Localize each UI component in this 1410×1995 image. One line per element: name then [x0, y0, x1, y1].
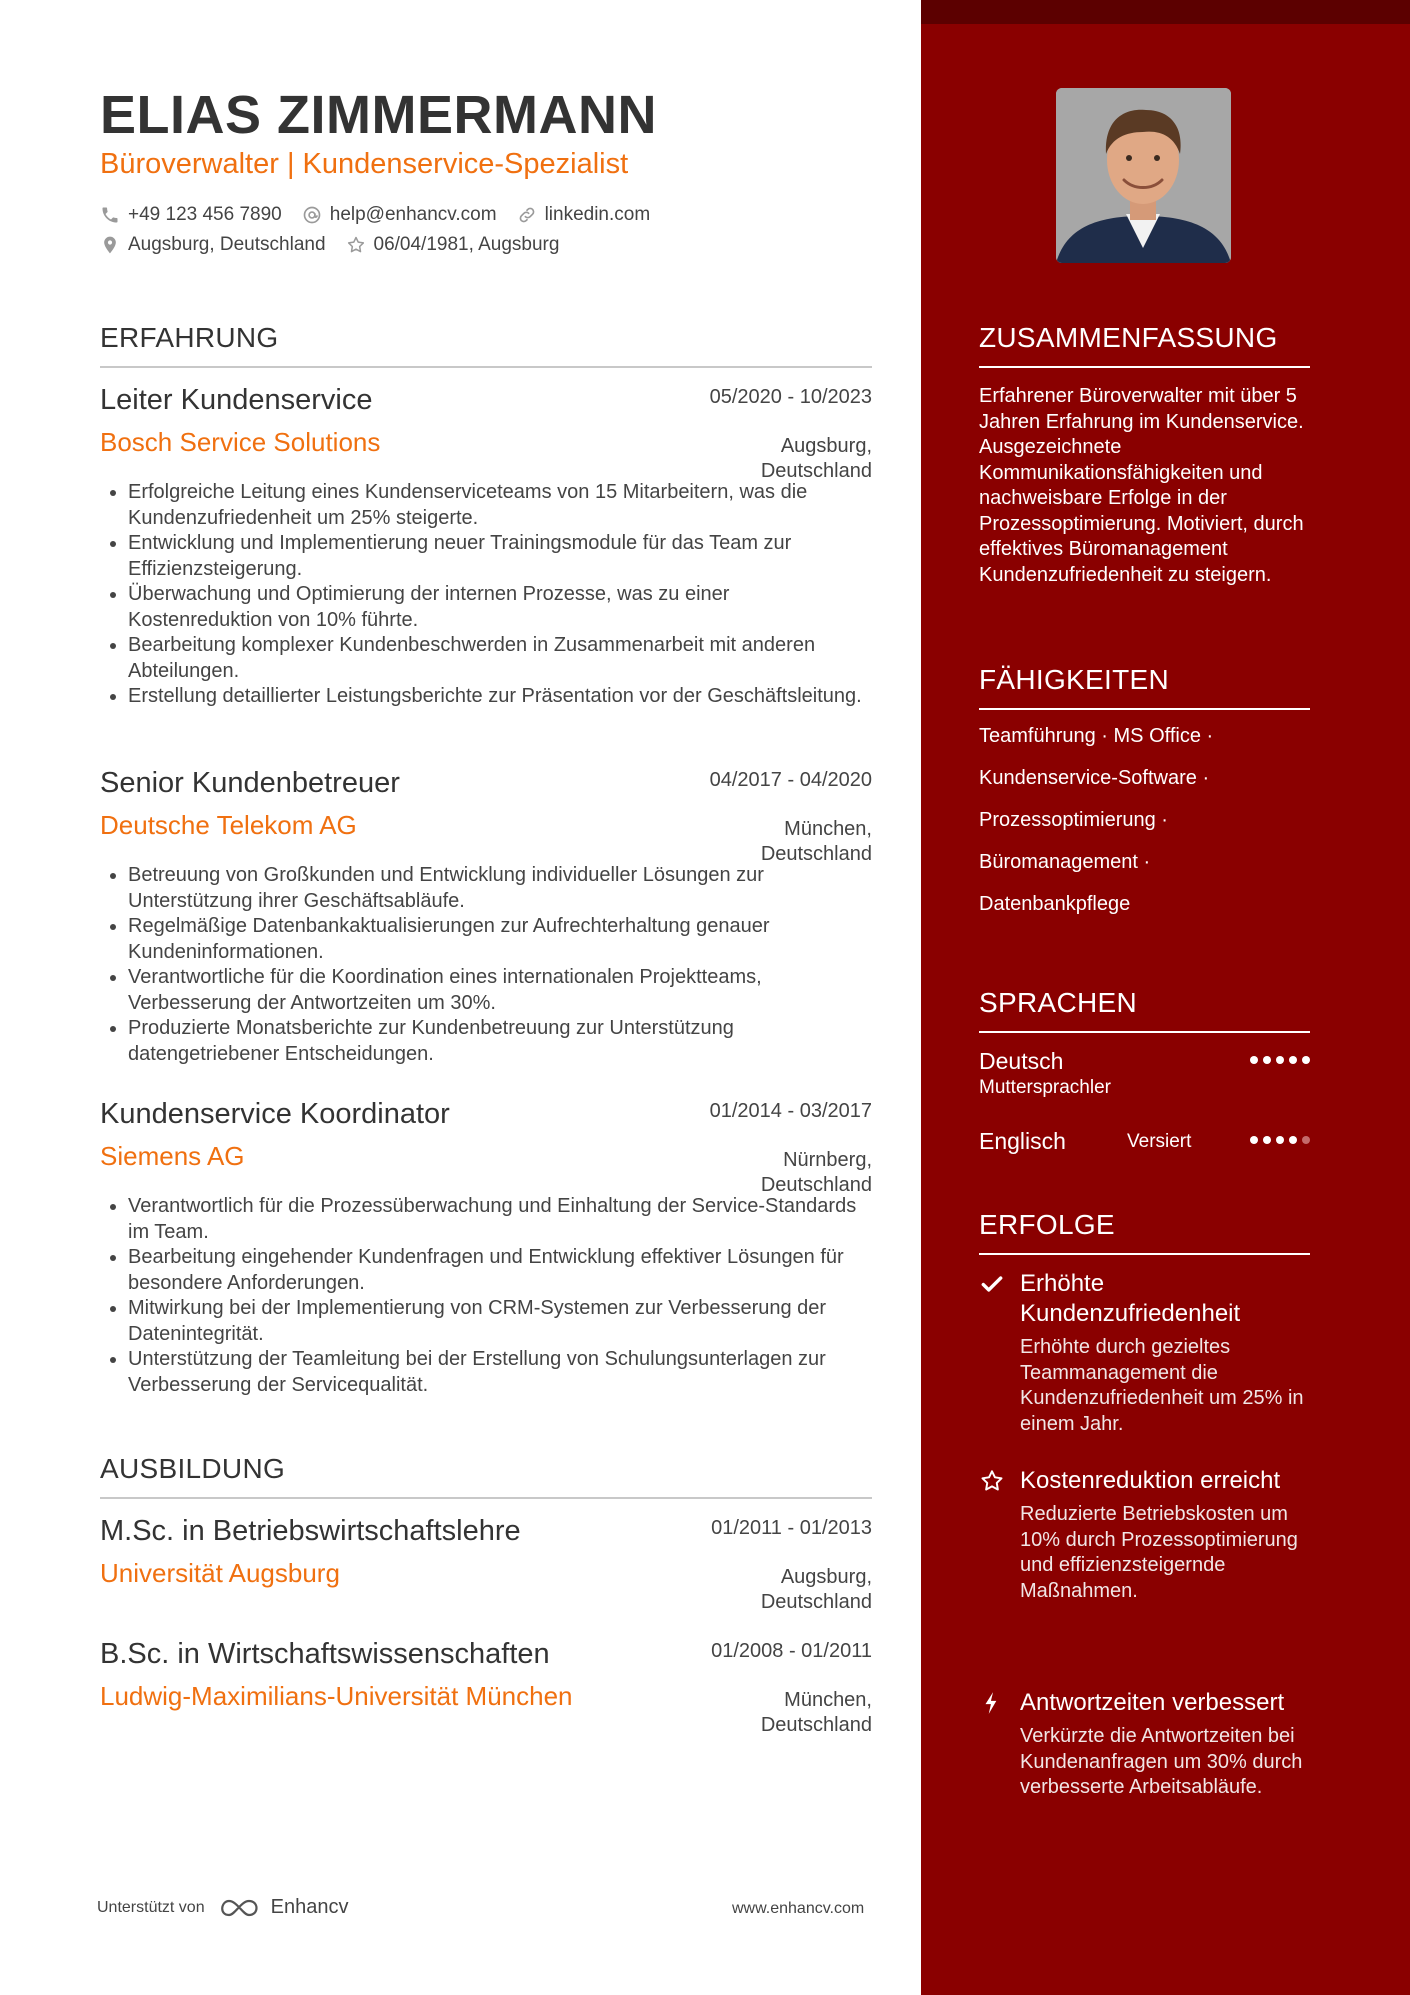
education-location [761, 1565, 872, 1615]
job-location-city: Nürnberg, [783, 1149, 872, 1171]
education-date: 01/2011 - 01/2013 [711, 1517, 872, 1539]
achievement-entry [979, 1688, 1319, 1801]
phone-text: +49 123 456 7890 [128, 204, 282, 225]
rating-dot [1302, 1056, 1310, 1064]
language-name: Englisch [979, 1128, 1066, 1154]
linkedin-text: linkedin.com [544, 204, 651, 225]
education-degree: B.Sc. in Wirtschaftswissenschaften [100, 1638, 550, 1670]
profile-photo [1056, 88, 1231, 263]
achievements-heading: ERFOLGE [979, 1209, 1310, 1255]
sidebar [921, 0, 1410, 1995]
job-bullet: • Produzierte Monatsberichte zur Kundenbetreuung zur Unterstützung datengetriebener Entscheidungen. [128, 1016, 872, 1067]
education-location-city: München, [784, 1689, 872, 1711]
language-rating [1245, 1136, 1310, 1144]
skill-line: Prozessoptimierung · [979, 809, 1168, 831]
achievement-desc: Verkürzte die Antwortzeiten bei Kundenanfragen um 30% durch verbesserte Arbeitsabläufe. [1020, 1725, 1303, 1798]
job-bullet: • Bearbeitung eingehender Kundenfragen und Entwicklung effektiver Lösungen für besondere Anforderungen. [128, 1245, 872, 1296]
education-school: Ludwig-Maximilians-Universität München [100, 1681, 573, 1711]
job-company: Siemens AG [100, 1141, 245, 1171]
check-icon [979, 1271, 1005, 1297]
candidate-name: ELIAS ZIMMERMANN [100, 85, 657, 145]
job-date: 05/2020 - 10/2023 [709, 386, 872, 408]
job-location-country: Deutschland [760, 460, 872, 482]
job-entry [100, 1098, 872, 1398]
language-level: Versiert [1127, 1131, 1192, 1152]
skill-line: Datenbankpflege [979, 893, 1131, 915]
location-contact [100, 234, 326, 256]
job-location [761, 434, 872, 484]
job-bullet: • Betreuung von Großkunden und Entwicklung individueller Lösungen zur Unterstützung ihrer Geschäftsabläufe. [128, 863, 872, 914]
rating-dot [1263, 1136, 1271, 1144]
rating-dot [1263, 1056, 1271, 1064]
job-location-country: Deutschland [760, 1174, 872, 1196]
footer-powered-by [97, 1896, 348, 1919]
rating-dot [1289, 1136, 1297, 1144]
linkedin-contact[interactable] [517, 204, 651, 226]
job-date: 01/2014 - 03/2017 [709, 1100, 872, 1122]
job-bullet: • Unterstützung der Teamleitung bei der Erstellung von Schulungsunterlagen zur Verbesserung der Servicequalität. [128, 1347, 872, 1398]
job-bullet: • Verantwortlich für die Prozessüberwachung und Einhaltung der Service-Standards im Team. [128, 1194, 872, 1245]
phone-contact[interactable] [100, 204, 282, 226]
job-location [761, 817, 872, 867]
rating-dot [1302, 1136, 1310, 1144]
footer-powered-text: Unterstützt von [97, 1898, 205, 1916]
job-location-country: Deutschland [760, 843, 872, 865]
job-role: Kundenservice Koordinator [100, 1098, 450, 1130]
job-date: 04/2017 - 04/2020 [709, 769, 872, 791]
job-bullets [100, 863, 872, 1067]
job-company: Bosch Service Solutions [100, 427, 381, 457]
job-bullet: • Erstellung detaillierter Leistungsberichte zur Präsentation vor der Geschäftsleitung. [128, 684, 872, 710]
candidate-title: Büroverwalter | Kundenservice-Spezialist [100, 148, 629, 180]
rating-dot [1250, 1136, 1258, 1144]
achievement-title: Antwortzeiten verbessert [1020, 1689, 1285, 1716]
rating-dot [1289, 1056, 1297, 1064]
education-heading: AUSBILDUNG [100, 1453, 872, 1499]
job-bullets [100, 480, 872, 710]
skills-heading: FÄHIGKEITEN [979, 664, 1310, 710]
profile-avatar-icon [1056, 88, 1231, 263]
job-location-city: Augsburg, [780, 435, 872, 457]
job-role: Senior Kundenbetreuer [100, 767, 400, 799]
summary-text: Erfahrener Büroverwalter mit über 5 Jahren Erfahrung im Kundenservice. Ausgezeichnete Kommunikationsfähigkeiten und nachweisbare Erfolge in der Prozessoptimierung. Motiviert, durch effektives Büromanagement Kundenzufriedenheit zu steigern. [979, 385, 1304, 586]
footer-brand: Enhancv [270, 1896, 349, 1918]
language-level: Muttersprachler [979, 1077, 1111, 1098]
skill-line: Kundenservice-Software · [979, 767, 1210, 789]
location-text: Augsburg, Deutschland [128, 234, 326, 255]
job-entry [100, 767, 872, 1067]
rating-dot [1250, 1056, 1258, 1064]
job-company: Deutsche Telekom AG [100, 810, 357, 840]
email-text: help@enhancv.com [329, 204, 497, 225]
skills-list [979, 725, 1319, 935]
skill-line: Teamführung · MS Office · [979, 725, 1214, 747]
achievement-entry [979, 1269, 1319, 1437]
birth-contact [346, 234, 560, 256]
job-bullet: • Verantwortliche für die Koordination eines internationalen Projektteams, Verbesserung der Antwortzeiten um 30%. [128, 965, 872, 1016]
skill-line: Büromanagement · [979, 851, 1151, 873]
job-bullet: • Mitwirkung bei der Implementierung von CRM-Systemen zur Verbesserung der Datenintegrität. [128, 1296, 872, 1347]
achievement-entry [979, 1466, 1319, 1604]
summary-heading: ZUSAMMENFASSUNG [979, 322, 1310, 368]
phone-icon [100, 205, 120, 225]
star-outline-icon [346, 235, 366, 255]
education-entry [100, 1515, 872, 1613]
education-location-city: Augsburg, [780, 1566, 872, 1588]
link-icon [517, 205, 537, 225]
education-location-country: Deutschland [760, 1714, 872, 1736]
language-rating [1245, 1056, 1310, 1064]
location-pin-icon [100, 235, 120, 255]
email-contact[interactable] [302, 204, 497, 226]
bolt-icon [979, 1690, 1005, 1716]
achievement-desc: Erhöhte durch gezieltes Teammanagement die Kundenzufriedenheit um 25% in einem Jahr. [1020, 1336, 1304, 1435]
sidebar-top-bar [921, 0, 1410, 24]
language-entry [979, 1128, 1310, 1155]
education-location-country: Deutschland [760, 1591, 872, 1613]
enhancv-logo-icon [217, 1897, 263, 1919]
experience-heading: ERFAHRUNG [100, 322, 872, 368]
education-school: Universität Augsburg [100, 1558, 340, 1588]
rating-dot [1276, 1136, 1284, 1144]
job-entry [100, 384, 872, 710]
job-bullet: • Regelmäßige Datenbankaktualisierungen zur Aufrechterhaltung genauer Kundeninformationen. [128, 914, 872, 965]
birth-text: 06/04/1981, Augsburg [373, 234, 560, 255]
education-location [761, 1688, 872, 1738]
achievement-desc: Reduzierte Betriebskosten um 10% durch Prozessoptimierung und effizienzsteigernde Maßnahmen. [1020, 1503, 1298, 1602]
achievement-title: Kostenreduktion erreicht [1020, 1467, 1281, 1494]
language-name: Deutsch [979, 1048, 1064, 1074]
job-location [761, 1148, 872, 1198]
job-bullet: • Entwicklung und Implementierung neuer Trainingsmodule für das Team zur Effizienzsteigerung. [128, 531, 872, 582]
rating-dot [1276, 1056, 1284, 1064]
languages-heading: SPRACHEN [979, 987, 1310, 1033]
job-location-city: München, [784, 818, 872, 840]
job-bullets [100, 1194, 872, 1398]
contact-row-1 [100, 204, 670, 226]
achievement-title: Erhöhte Kundenzufriedenheit [1020, 1270, 1241, 1327]
education-entry [100, 1638, 872, 1736]
education-date: 01/2008 - 01/2011 [711, 1640, 872, 1662]
footer-url[interactable]: www.enhancv.com [732, 1900, 865, 1917]
job-bullet: • Erfolgreiche Leitung eines Kundenserviceteams von 15 Mitarbeitern, was die Kundenzufriedenheit um 25% steigerte. [128, 480, 872, 531]
at-icon [302, 205, 322, 225]
job-bullet: • Überwachung und Optimierung der internen Prozesse, was zu einer Kostenreduktion von 10% führte. [128, 582, 872, 633]
star-icon [979, 1468, 1005, 1494]
education-degree: M.Sc. in Betriebswirtschaftslehre [100, 1515, 521, 1547]
language-entry [979, 1048, 1310, 1099]
job-bullet: • Bearbeitung komplexer Kundenbeschwerden in Zusammenarbeit mit anderen Abteilungen. [128, 633, 872, 684]
job-role: Leiter Kundenservice [100, 384, 373, 416]
contact-row-2 [100, 234, 579, 256]
